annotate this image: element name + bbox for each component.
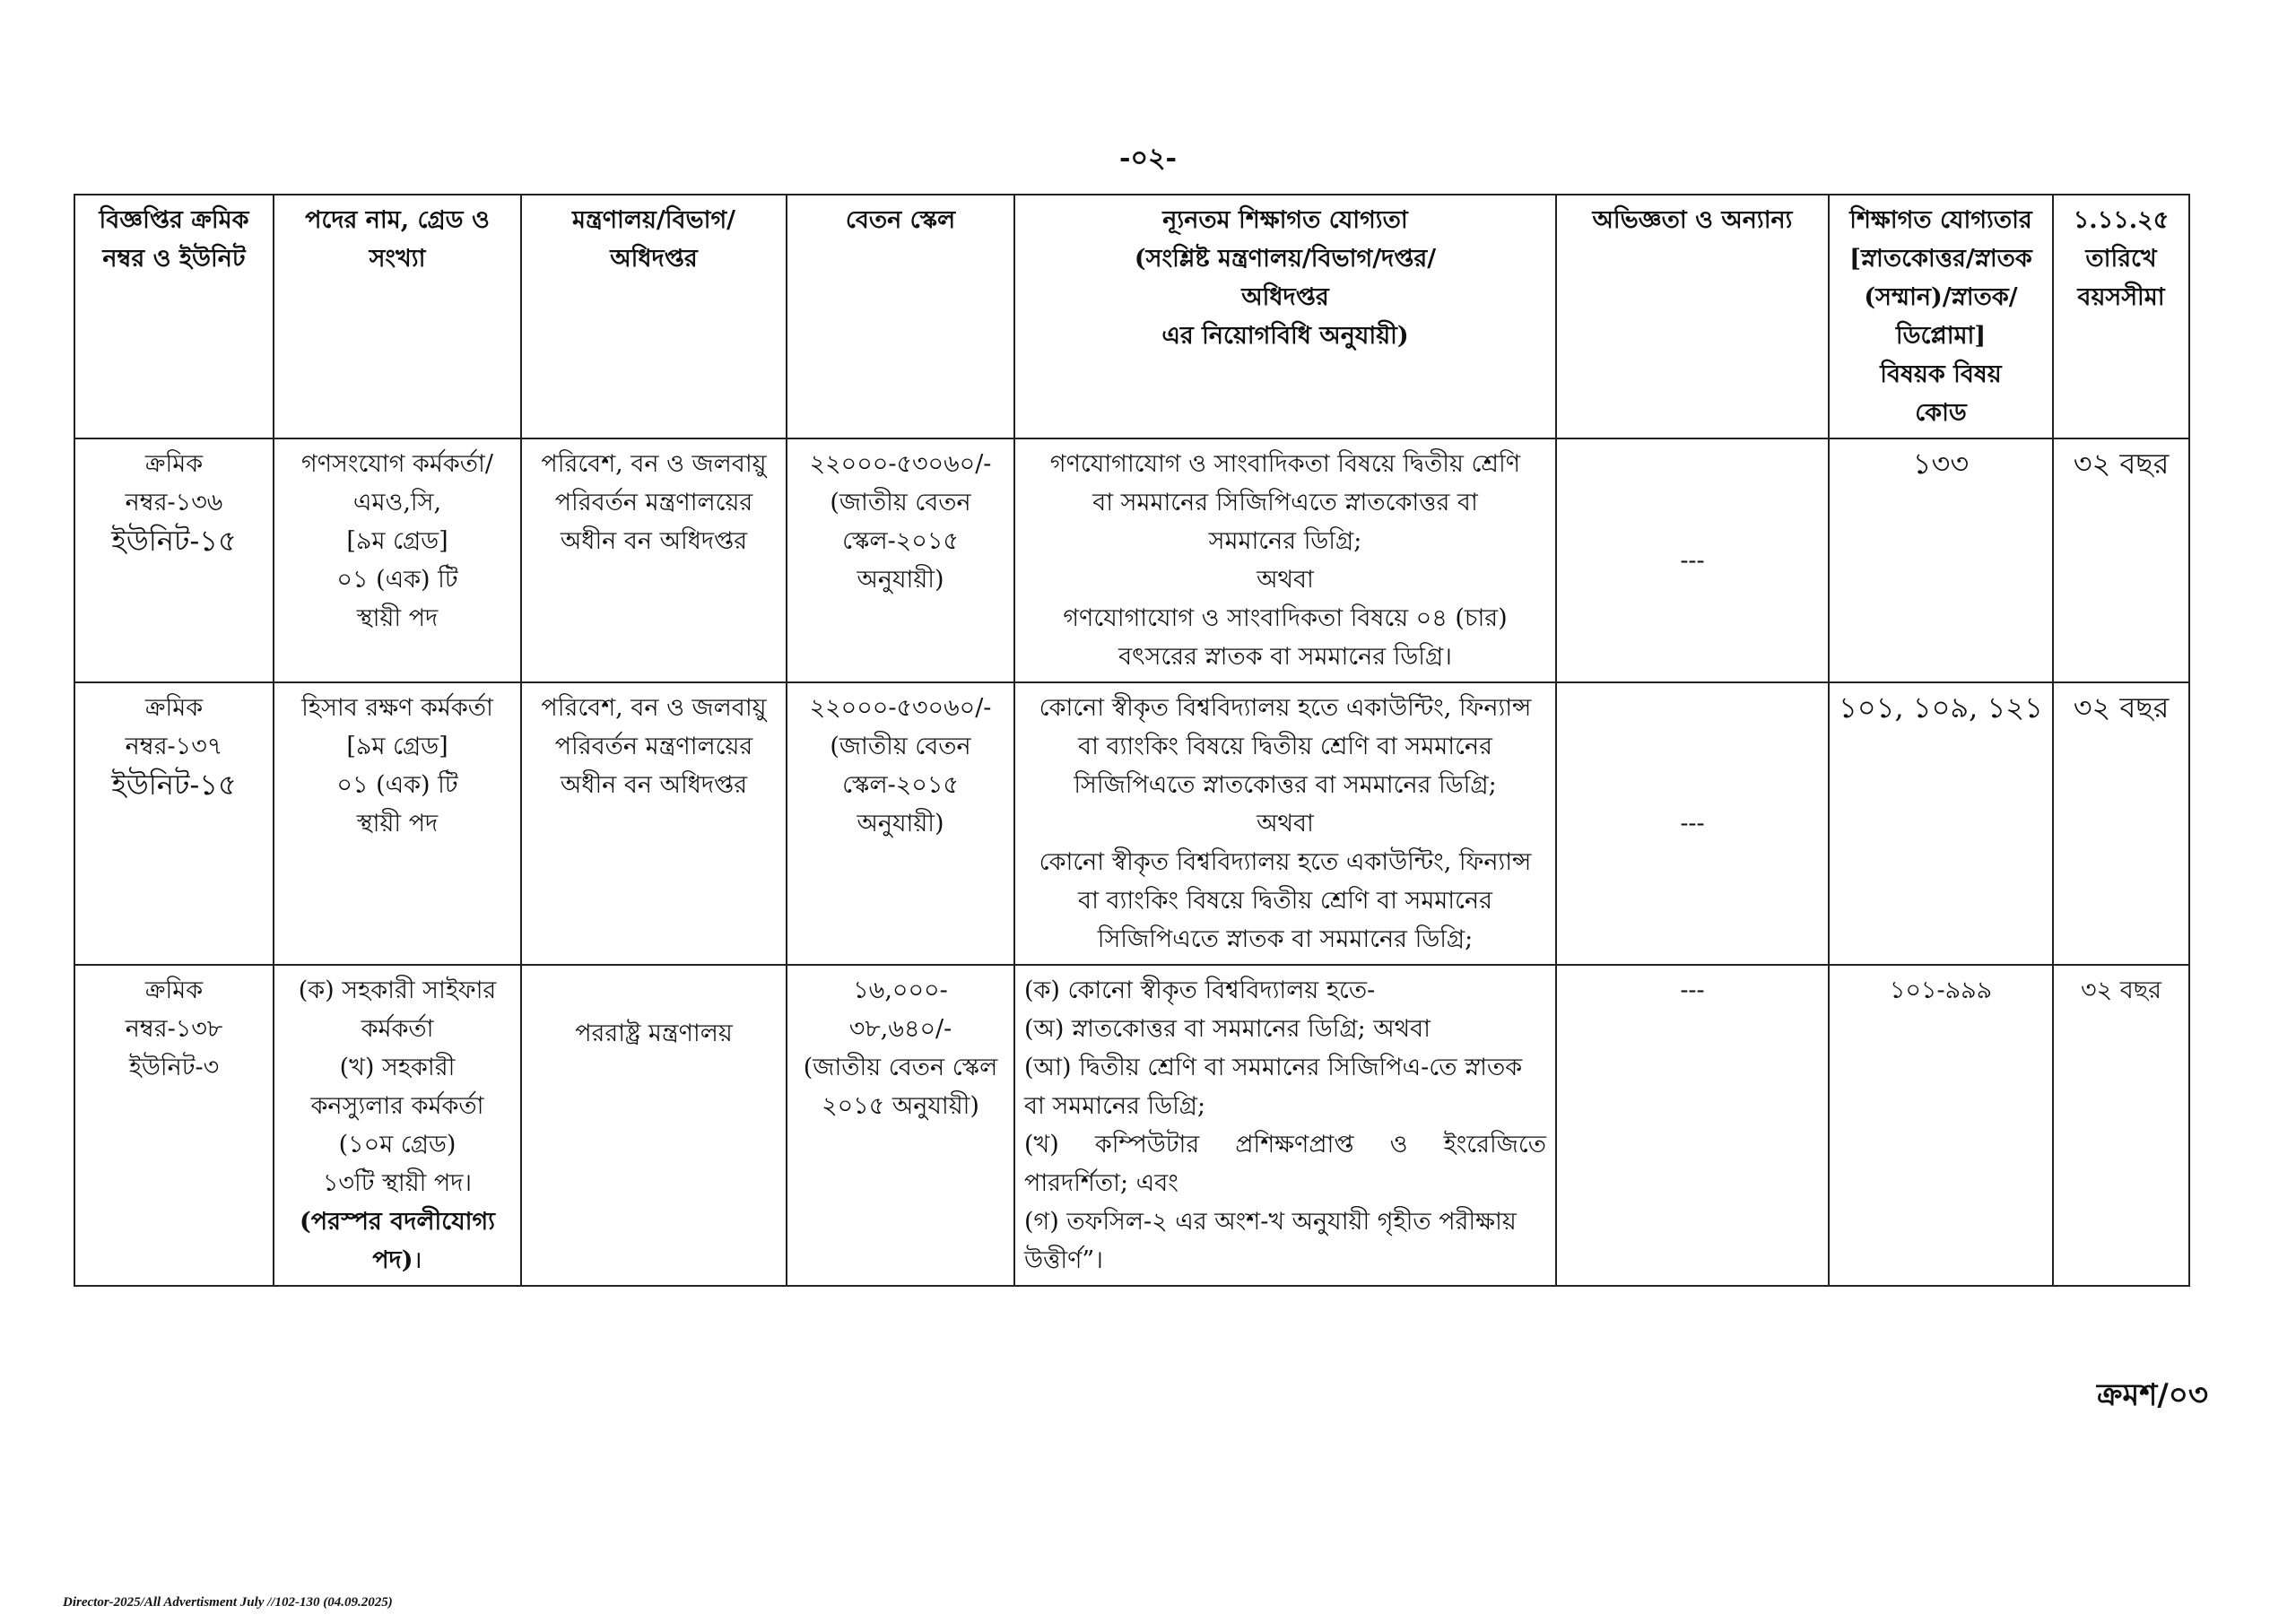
ministry-cell: পরিবেশ, বন ও জলবায়ু পরিবর্তন মন্ত্রণালয়ের অধীন বন অধিদপ্তর — [521, 438, 787, 682]
ministry-cell: পরিবেশ, বন ও জলবায়ু পরিবর্তন মন্ত্রণালয়ের অধীন বন অধিদপ্তর — [521, 682, 787, 965]
qualification-cell: গণযোগাযোগ ও সাংবাদিকতা বিষয়ে দ্বিতীয় শ্রেণি বা সমমানের সিজিপিএতে স্নাতকোত্তর বা সমমানের ডিগ্রি; অথবা গণযোগাযোগ ও সাংবাদিকতা বিষয়ে ০৪ (চার) বৎসরের স্নাতক বা সমমানের ডিগ্রি। — [1014, 438, 1556, 682]
subject-code-cell: ১০১, ১০৯, ১২১ — [1829, 682, 2053, 965]
header-experience: অভিজ্ঞতা ও অন্যান্য — [1556, 195, 1829, 438]
pay-scale-cell: ২২০০০-৫৩০৬০/- (জাতীয় বেতন স্কেল-২০১৫ অনুযায়ী) — [787, 438, 1014, 682]
header-post-grade-count: পদের নাম, গ্রেড ও সংখ্যা — [274, 195, 521, 438]
page-number: -০২- — [1119, 143, 1177, 174]
table-row — [74, 965, 2189, 1286]
document-footer: Director-2025/All Advertisment July //102-130 (04.09.2025) — [63, 1595, 393, 1610]
experience-cell: --- — [1556, 438, 1829, 682]
ministry-cell: পররাষ্ট্র মন্ত্রণালয় — [521, 965, 787, 1286]
qualification-cell: কোনো স্বীকৃত বিশ্ববিদ্যালয় হতে একাউন্টিং, ফিন্যান্স বা ব্যাংকিং বিষয়ে দ্বিতীয় শ্রেণি বা সমমানের সিজিপিএতে স্নাতকোত্তর বা সমমানের ডিগ্রি; অথবা কোনো স্বীকৃত বিশ্ববিদ্যালয় হতে একাউন্টিং, ফিন্যান্স বা ব্যাংকিং বিষয়ে দ্বিতীয় শ্রেণি বা সমমানের সিজিপিএতে স্নাতক বা সমমানের ডিগ্রি; — [1014, 682, 1556, 965]
subject-code-cell: ১৩৩ — [1829, 438, 2053, 682]
age-limit-cell: ৩২ বছর — [2053, 965, 2189, 1286]
recruitment-table — [74, 194, 2190, 1287]
table-row — [74, 438, 2189, 682]
serial-cell: ক্রমিক নম্বর-১৩৮ ইউনিট-৩ — [74, 965, 274, 1286]
experience-cell: --- — [1556, 682, 1829, 965]
serial-cell: ক্রমিক নম্বর-১৩৬ ইউনিট-১৫ — [74, 438, 274, 682]
age-limit-cell: ৩২ বছর — [2053, 682, 2189, 965]
experience-cell: --- — [1556, 965, 1829, 1286]
post-cell: গণসংযোগ কর্মকর্তা/ এমও,সি, [৯ম গ্রেড] ০১ (এক) টি স্থায়ী পদ — [274, 438, 521, 682]
header-ministry: মন্ত্রণালয়/বিভাগ/ অধিদপ্তর — [521, 195, 787, 438]
header-serial-unit: বিজ্ঞপ্তির ক্রমিক নম্বর ও ইউনিট — [74, 195, 274, 438]
qualification-cell: (ক) কোনো স্বীকৃত বিশ্ববিদ্যালয় হতে- (অ) স্নাতকোত্তর বা সমমানের ডিগ্রি; অথবা (আ) দ্বিতীয় শ্রেণি বা সমমানের সিজিপিএ-তে স্নাতক বা সমমানের ডিগ্রি; (খ) কম্পিউটার প্রশিক্ষণপ্রাপ্ত ও ইংরেজিতে পারদর্শিতা; এবং (গ) তফসিল-২ এর অংশ-খ অনুযায়ী গৃহীত পরীক্ষায় উত্তীর্ণ”। — [1014, 965, 1556, 1286]
header-pay-scale: বেতন স্কেল — [787, 195, 1014, 438]
table-row — [74, 682, 2189, 965]
header-row — [74, 195, 2189, 438]
header-qualification: ন্যূনতম শিক্ষাগত যোগ্যতা (সংশ্লিষ্ট মন্ত্রণালয়/বিভাগ/দপ্তর/ অধিদপ্তর এর নিয়োগবিধি অনুযায়ী) — [1014, 195, 1556, 438]
header-age-limit: ১.১১.২৫ তারিখে বয়সসীমা — [2053, 195, 2189, 438]
pay-scale-cell: ২২০০০-৫৩০৬০/- (জাতীয় বেতন স্কেল-২০১৫ অনুযায়ী) — [787, 682, 1014, 965]
header-subject-code: শিক্ষাগত যোগ্যতার [স্নাতকোত্তর/স্নাতক (সম্মান)/স্নাতক/ ডিপ্লোমা] বিষয়ক বিষয় কোড — [1829, 195, 2053, 438]
continued-marker: ক্রমশ/০৩ — [2096, 1377, 2208, 1413]
serial-cell: ক্রমিক নম্বর-১৩৭ ইউনিট-১৫ — [74, 682, 274, 965]
post-cell: হিসাব রক্ষণ কর্মকর্তা [৯ম গ্রেড] ০১ (এক) টি স্থায়ী পদ — [274, 682, 521, 965]
transferable-note: (পরস্পর বদলীযোগ্য — [300, 1208, 495, 1236]
pay-scale-cell: ১৬,০০০- ৩৮,৬৪০/- (জাতীয় বেতন স্কেল ২০১৫ অনুযায়ী) — [787, 965, 1014, 1286]
age-limit-cell: ৩২ বছর — [2053, 438, 2189, 682]
subject-code-cell: ১০১-৯৯৯ — [1829, 965, 2053, 1286]
post-cell: (ক) সহকারী সাইফার কর্মকর্তা (খ) সহকারী কনস্যুলার কর্মকর্তা (১০ম গ্রেড) ১৩টি স্থায়ী পদ। (পরস্পর বদলীযোগ্য পদ)। — [274, 965, 521, 1286]
